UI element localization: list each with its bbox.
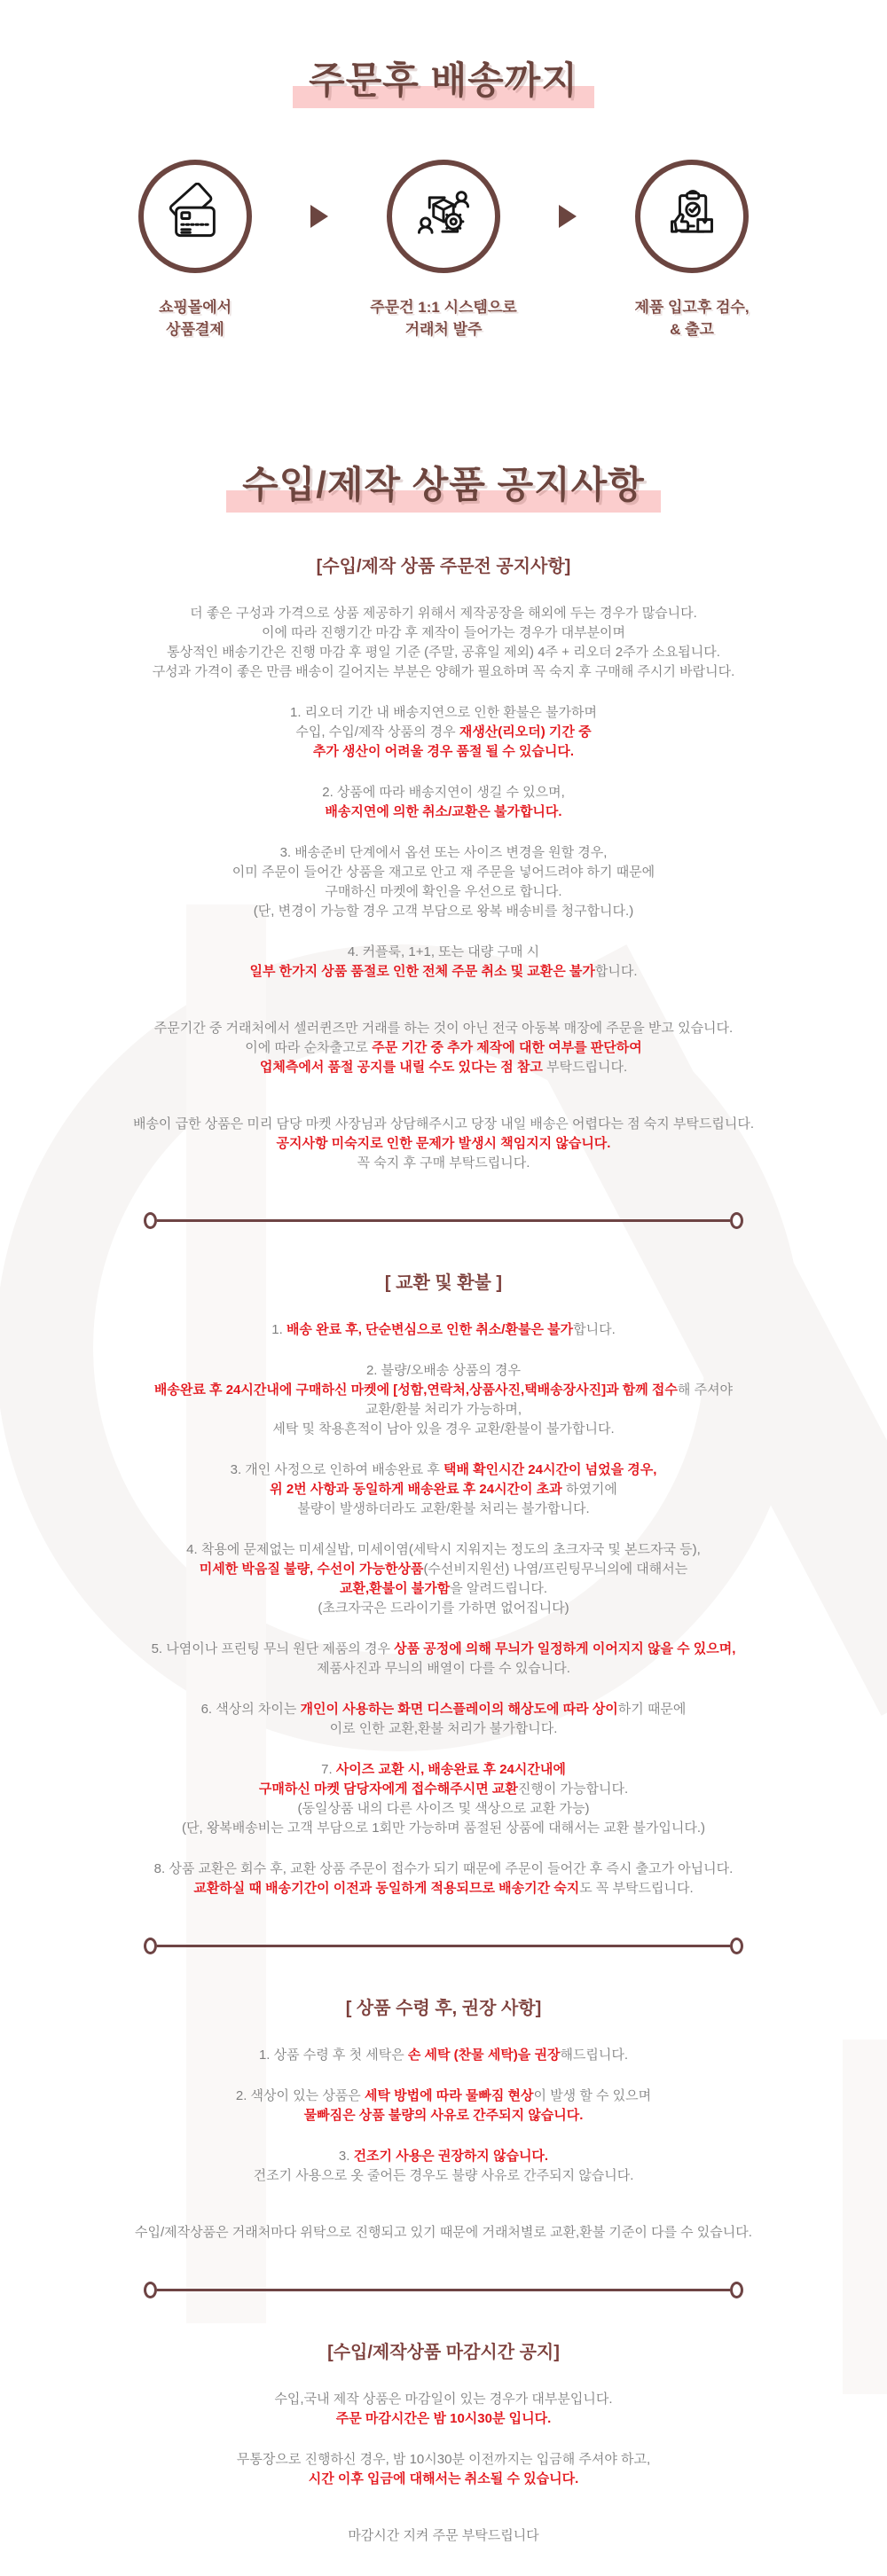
notice-block xyxy=(0,604,887,682)
notice-line xyxy=(0,1400,887,1420)
notice-line xyxy=(0,902,887,921)
notice-text: 마감시간 지켜 주문 부탁드립니다 xyxy=(348,2528,539,2544)
notice-text: 수입, 수입/제작 상품의 경우 xyxy=(295,724,459,740)
notice-text: 5. 나염이나 프린팅 무늬 원단 제품의 경우 xyxy=(151,1641,395,1657)
notice-text-emphasis: 미세한 박음질 불량, 수선이 가능한상품 xyxy=(199,1562,424,1578)
notice-text: 이에 따라 진행기간 마감 후 제작이 들어가는 경우가 대부분이며 xyxy=(261,625,626,641)
notice-text: 부탁드립니다. xyxy=(546,1060,628,1076)
section-blocks xyxy=(0,2390,887,2546)
notice-text: 이로 인한 교환,환불 처리가 불가합니다. xyxy=(329,1721,558,1737)
section-divider xyxy=(144,2282,743,2298)
notice-block xyxy=(0,783,887,822)
notice-line xyxy=(0,1420,887,1439)
notice-block xyxy=(0,2450,887,2489)
notice-line xyxy=(0,623,887,643)
notice-text: 제품사진과 무늬의 배열이 다를 수 있습니다. xyxy=(317,1661,570,1677)
banner-title-row xyxy=(0,465,887,513)
notice-text: 이미 주문이 들어간 상품을 재고로 안고 재 주문을 넣어드려야 하기 때문에 xyxy=(232,865,655,881)
notice-text: 을 알려드립니다. xyxy=(450,1581,548,1597)
notice-block xyxy=(0,2526,887,2546)
notice-text: 더 좋은 구성과 가격으로 상품 제공하기 위해서 제작공장을 해외에 두는 경우가 많습니다. xyxy=(190,606,697,622)
notice-line xyxy=(0,863,887,882)
section-heading: [ 교환 및 환불 ] xyxy=(384,1273,503,1294)
notice-block xyxy=(0,2046,887,2065)
order-process-steps xyxy=(0,160,887,341)
notice-line xyxy=(0,1058,887,1077)
notice-text: 하기 때문에 xyxy=(617,1702,687,1718)
notice-text-emphasis: 추가 생산이 어려울 경우 품절 될 수 있습니다. xyxy=(312,744,575,760)
notice-line xyxy=(0,1579,887,1599)
step-label-line: 제품 입고후 검수, xyxy=(634,299,750,317)
section-heading: [수입/제작상품 마감시간 공지] xyxy=(327,2343,560,2363)
step-circle xyxy=(138,160,252,273)
process-step-order-system xyxy=(351,160,536,341)
notice-line xyxy=(0,2087,887,2106)
divider-end-circle xyxy=(144,2282,157,2298)
step-label xyxy=(159,296,232,341)
notice-text: 무통장으로 진행하신 경우, 밤 10시30분 이전까지는 입금해 주셔야 하고, xyxy=(236,2452,651,2468)
notice-line xyxy=(0,662,887,682)
notice-section-deadline xyxy=(0,2337,887,2546)
notice-text: 2. 색상이 있는 상품은 xyxy=(235,2088,365,2104)
notice-line xyxy=(0,1599,887,1618)
section-blocks xyxy=(0,1320,887,1899)
notice-line xyxy=(0,843,887,863)
notice-text-emphasis: 건조기 사용은 권장하지 않습니다. xyxy=(353,2149,549,2165)
notice-text: 도 꼭 부탁드립니다. xyxy=(579,1881,694,1897)
divider-line xyxy=(157,1219,730,1222)
notice-text-emphasis: 택배 확인시간 24시간이 넘었을 경우, xyxy=(444,1462,657,1478)
process-step-inspection xyxy=(600,160,784,341)
notice-line xyxy=(0,2166,887,2186)
section-divider xyxy=(144,1938,743,1954)
notice-line xyxy=(0,2147,887,2166)
notice-line xyxy=(0,2106,887,2126)
notice-line xyxy=(0,1361,887,1381)
notice-text-emphasis: 개인이 사용하는 화면 디스플레이의 해상도에 따라 상이 xyxy=(300,1702,618,1718)
notice-line xyxy=(0,1499,887,1519)
notice-block xyxy=(0,1860,887,1899)
section-divider xyxy=(144,1212,743,1229)
main-title-row xyxy=(0,60,887,108)
notice-line xyxy=(0,1038,887,1058)
notice-text: 6. 색상의 차이는 xyxy=(200,1702,301,1718)
notice-text: 구매하신 마켓에 확인을 우선으로 합니다. xyxy=(325,884,562,900)
notice-line xyxy=(0,1659,887,1679)
divider-end-circle xyxy=(144,1212,157,1229)
notice-line xyxy=(0,1780,887,1799)
notice-block xyxy=(0,1361,887,1439)
divider-line xyxy=(157,1945,730,1947)
notice-text: 4. 착용에 문제없는 미세실밥, 미세이염(세탁시 지워지는 정도의 초크자국 및 본드자국 등), xyxy=(186,1542,701,1558)
credit-card-icon xyxy=(163,183,227,251)
notice-block xyxy=(0,1540,887,1618)
notice-line xyxy=(0,1019,887,1038)
notice-section-exchange-refund xyxy=(0,1268,887,1899)
notice-text: 2. 상품에 따라 배송지연이 생길 수 있으며, xyxy=(322,785,565,801)
notice-text: 해드립니다. xyxy=(560,2047,629,2063)
divider-end-circle xyxy=(730,1212,743,1229)
notice-text-emphasis: 구매하신 마켓 담당자에게 접수해주시면 교환 xyxy=(258,1781,518,1797)
notice-text-emphasis: 손 세탁 (찬물 세탁)을 권장 xyxy=(407,2047,561,2063)
notice-line xyxy=(0,1154,887,1173)
notice-line xyxy=(0,2046,887,2065)
notice-section-pre-order xyxy=(0,552,887,1173)
notice-line xyxy=(0,1860,887,1879)
notice-text: 불량이 발생하더라도 교환/환불 처리는 불가합니다. xyxy=(297,1501,590,1517)
notice-text: 합니다. xyxy=(594,964,638,980)
section-blocks xyxy=(0,2046,887,2243)
notice-line xyxy=(0,1480,887,1499)
divider-end-circle xyxy=(730,1938,743,1954)
step-label xyxy=(370,296,516,341)
notice-line xyxy=(0,1799,887,1819)
step-circle xyxy=(387,160,500,273)
notice-text: (단, 변경이 가능할 경우 고객 부담으로 왕복 배송비를 청구합니다.) xyxy=(253,904,634,920)
notice-block xyxy=(0,1700,887,1739)
notice-text: 4. 커플룩, 1+1, 또는 대량 구매 시 xyxy=(347,944,540,960)
notice-line xyxy=(0,943,887,962)
notice-block xyxy=(0,1115,887,1173)
notice-text: 하였기에 xyxy=(565,1482,617,1498)
notice-block xyxy=(0,2087,887,2126)
notice-line xyxy=(0,1134,887,1154)
notice-text-emphasis: 위 2번 사항과 동일하게 배송완료 후 24시간이 초과 xyxy=(270,1482,566,1498)
divider-end-circle xyxy=(144,1938,157,1954)
notice-line xyxy=(0,723,887,742)
notice-text: 3. xyxy=(338,2149,354,2165)
notice-line xyxy=(0,962,887,982)
notice-text: 합니다. xyxy=(573,1322,616,1338)
notice-line xyxy=(0,1115,887,1134)
notice-text-emphasis: 배송 완료 후, 단순변심으로 인한 취소/환불은 불가 xyxy=(286,1322,574,1338)
notice-text: 통상적인 배송기간은 진행 마감 후 평일 기준 (주말, 공휴일 제외) 4주 + 리오더 2주가 소요됩니다. xyxy=(167,645,720,661)
arrow-right-icon xyxy=(310,205,328,228)
notice-text: 주문기간 중 거래처에서 셀러퀸즈만 거래를 하는 것이 아닌 전국 아동복 매장에 주문을 받고 있습니다. xyxy=(153,1021,734,1037)
notice-text-emphasis: 세탁 방법에 따라 물빠짐 현상 xyxy=(364,2088,534,2104)
notice-text-emphasis: 주문 마감시간은 밤 10시30분 입니다. xyxy=(335,2411,552,2427)
notice-text: 3. 배송준비 단계에서 옵션 또는 사이즈 변경을 원할 경우, xyxy=(279,845,608,861)
notice-text-emphasis: 물빠짐은 상품 불량의 사유로 간주되지 않습니다. xyxy=(303,2108,584,2124)
notice-line xyxy=(0,1381,887,1400)
notice-block xyxy=(0,1019,887,1077)
notice-text: 7. xyxy=(321,1762,336,1778)
notice-text: 수입,국내 제작 상품은 마감일이 있는 경우가 대부분입니다. xyxy=(274,2392,613,2408)
notice-banner-title: 수입/제작 상품 공지사항 xyxy=(226,465,661,513)
notice-line xyxy=(0,2390,887,2409)
notice-line xyxy=(0,1819,887,1838)
notice-line xyxy=(0,643,887,662)
notice-line xyxy=(0,1719,887,1739)
step-label-line: 주문건 1:1 시스템으로 xyxy=(370,299,517,317)
step-label xyxy=(634,296,749,341)
notice-line xyxy=(0,783,887,803)
notice-text-emphasis: 상품 공정에 의해 무늬가 일정하게 이어지지 않을 수 있으며, xyxy=(394,1641,736,1657)
step-label-line: 쇼핑몰에서 xyxy=(158,299,232,317)
section-heading: [ 상품 수령 후, 권장 사항] xyxy=(345,1999,542,2019)
notice-text: 1. 리오더 기간 내 배송지연으로 인한 환불은 불가하며 xyxy=(290,705,597,721)
notice-text: (수선비지원선) 나염/프린팅무늬의에 대해서는 xyxy=(423,1562,688,1578)
notice-text: (초크자국은 드라이기를 가하면 없어집니다) xyxy=(318,1601,569,1617)
notice-text: 1. xyxy=(271,1322,287,1338)
notice-line xyxy=(0,1460,887,1480)
notice-line xyxy=(0,2450,887,2470)
notice-line xyxy=(0,1760,887,1780)
section-blocks xyxy=(0,604,887,1173)
page-title: 주문후 배송까지 xyxy=(293,60,594,108)
step-circle xyxy=(635,160,749,273)
notice-block xyxy=(0,703,887,762)
notice-text: 이에 따라 순차출고로 xyxy=(245,1040,373,1056)
notice-line xyxy=(0,1700,887,1719)
notice-text: 교환/환불 처리가 가능하며, xyxy=(365,1402,522,1418)
arrow-right-icon xyxy=(559,205,577,228)
notice-text: 해 주셔야 xyxy=(677,1382,734,1398)
notice-block xyxy=(0,1460,887,1519)
notice-block xyxy=(0,1320,887,1340)
notice-text-emphasis: 교환,환불이 불가함 xyxy=(339,1581,451,1597)
order-system-icon xyxy=(412,183,475,251)
notice-text: (동일상품 내의 다른 사이즈 및 색상으로 교환 가능) xyxy=(297,1801,590,1817)
notice-text-emphasis: 일부 한가지 상품 품절로 인한 전체 주문 취소 및 교환은 불가 xyxy=(249,964,595,980)
notice-text: 수입/제작상품은 거래처마다 위탁으로 진행되고 있기 때문에 거래처별로 교환,환불 기준이 다를 수 있습니다. xyxy=(135,2225,752,2241)
notice-text: 진행이 가능합니다. xyxy=(517,1781,629,1797)
notice-block xyxy=(0,1760,887,1838)
notice-text: 3. 개인 사정으로 인하여 배송완료 후 xyxy=(230,1462,444,1478)
notice-block xyxy=(0,2147,887,2186)
notice-block xyxy=(0,1640,887,1679)
section-heading: [수입/제작 상품 주문전 공지사항] xyxy=(316,557,571,577)
notice-text: 8. 상품 교환은 회수 후, 교환 상품 주문이 접수가 되기 때문에 주문이 들어간 후 즉시 출고가 아닙니다. xyxy=(153,1861,734,1877)
step-label-line: 상품결제 xyxy=(166,321,224,339)
notice-text-emphasis: 주문 기간 중 추가 제작에 대한 여부를 판단하여 xyxy=(372,1040,642,1056)
notice-text-emphasis: 재생산(리오더) 기간 중 xyxy=(459,724,592,740)
notice-line xyxy=(0,803,887,822)
notice-text: 꼭 숙지 후 구매 부탁드립니다. xyxy=(357,1155,530,1171)
notice-text: 구성과 가격이 좋은 만큼 배송이 길어지는 부분은 양해가 필요하며 꼭 숙지 후 구매해 주시기 바랍니다. xyxy=(152,664,735,680)
notice-line xyxy=(0,882,887,902)
notice-line xyxy=(0,604,887,623)
notice-block xyxy=(0,843,887,921)
notice-text: 배송이 급한 상품은 미리 담당 마켓 사장님과 상담해주시고 당장 내일 배송은 어렵다는 점 숙지 부탁드립니다. xyxy=(132,1116,755,1132)
notice-section-care-recommendation xyxy=(0,1993,887,2243)
notice-line xyxy=(0,2526,887,2546)
process-step-payment xyxy=(103,160,287,341)
notice-text: 세탁 및 착용흔적이 남아 있을 경우 교환/환불이 불가합니다. xyxy=(272,1421,615,1437)
notice-text-emphasis: 사이즈 교환 시, 배송완료 후 24시간내에 xyxy=(335,1762,566,1778)
notice-line xyxy=(0,1560,887,1579)
notice-text-emphasis: 공지사항 미숙지로 인한 문제가 발생시 책임지지 않습니다. xyxy=(276,1136,611,1152)
notice-text-emphasis: 시간 이후 입금에 대해서는 취소될 수 있습니다. xyxy=(308,2471,579,2487)
inspection-shipping-icon xyxy=(660,183,724,251)
notice-line xyxy=(0,1540,887,1560)
notice-line xyxy=(0,1640,887,1659)
divider-line xyxy=(157,2289,730,2291)
notice-text: 건조기 사용으로 옷 줄어든 경우도 불량 사유로 간주되지 않습니다. xyxy=(253,2168,634,2184)
notice-text: 1. 상품 수령 후 첫 세탁은 xyxy=(258,2047,408,2063)
notice-line xyxy=(0,1320,887,1340)
notice-text-emphasis: 배송완료 후 24시간내에 구매하신 마켓에 [성함,연락처,상품사진,택배송장사진]과 함께 접수 xyxy=(153,1382,678,1398)
notice-text: 2. 불량/오배송 상품의 경우 xyxy=(365,1363,522,1379)
notice-line xyxy=(0,742,887,762)
notice-text: (단, 왕복배송비는 고객 부담으로 1회만 가능하며 품절된 상품에 대해서는 교환 불가입니다.) xyxy=(182,1820,705,1836)
notice-block xyxy=(0,2390,887,2429)
step-label-line: & 출고 xyxy=(670,321,714,339)
notice-line xyxy=(0,1879,887,1899)
notice-line xyxy=(0,2409,887,2429)
notice-line xyxy=(0,2223,887,2243)
notice-line xyxy=(0,2470,887,2489)
step-label-line: 거래처 발주 xyxy=(404,321,483,339)
notice-text-emphasis: 배송지연에 의한 취소/교환은 불가합니다. xyxy=(325,804,562,820)
divider-end-circle xyxy=(730,2282,743,2298)
notice-line xyxy=(0,703,887,723)
notice-text-emphasis: 업체측에서 품절 공지를 내릴 수도 있다는 점 참고 xyxy=(259,1060,547,1076)
notice-text: 이 발생 할 수 있으며 xyxy=(533,2088,652,2104)
notice-block xyxy=(0,943,887,982)
notice-text-emphasis: 교환하실 때 배송기간이 이전과 동일하게 적용되므로 배송기간 숙지 xyxy=(193,1881,580,1897)
notice-block xyxy=(0,2223,887,2243)
